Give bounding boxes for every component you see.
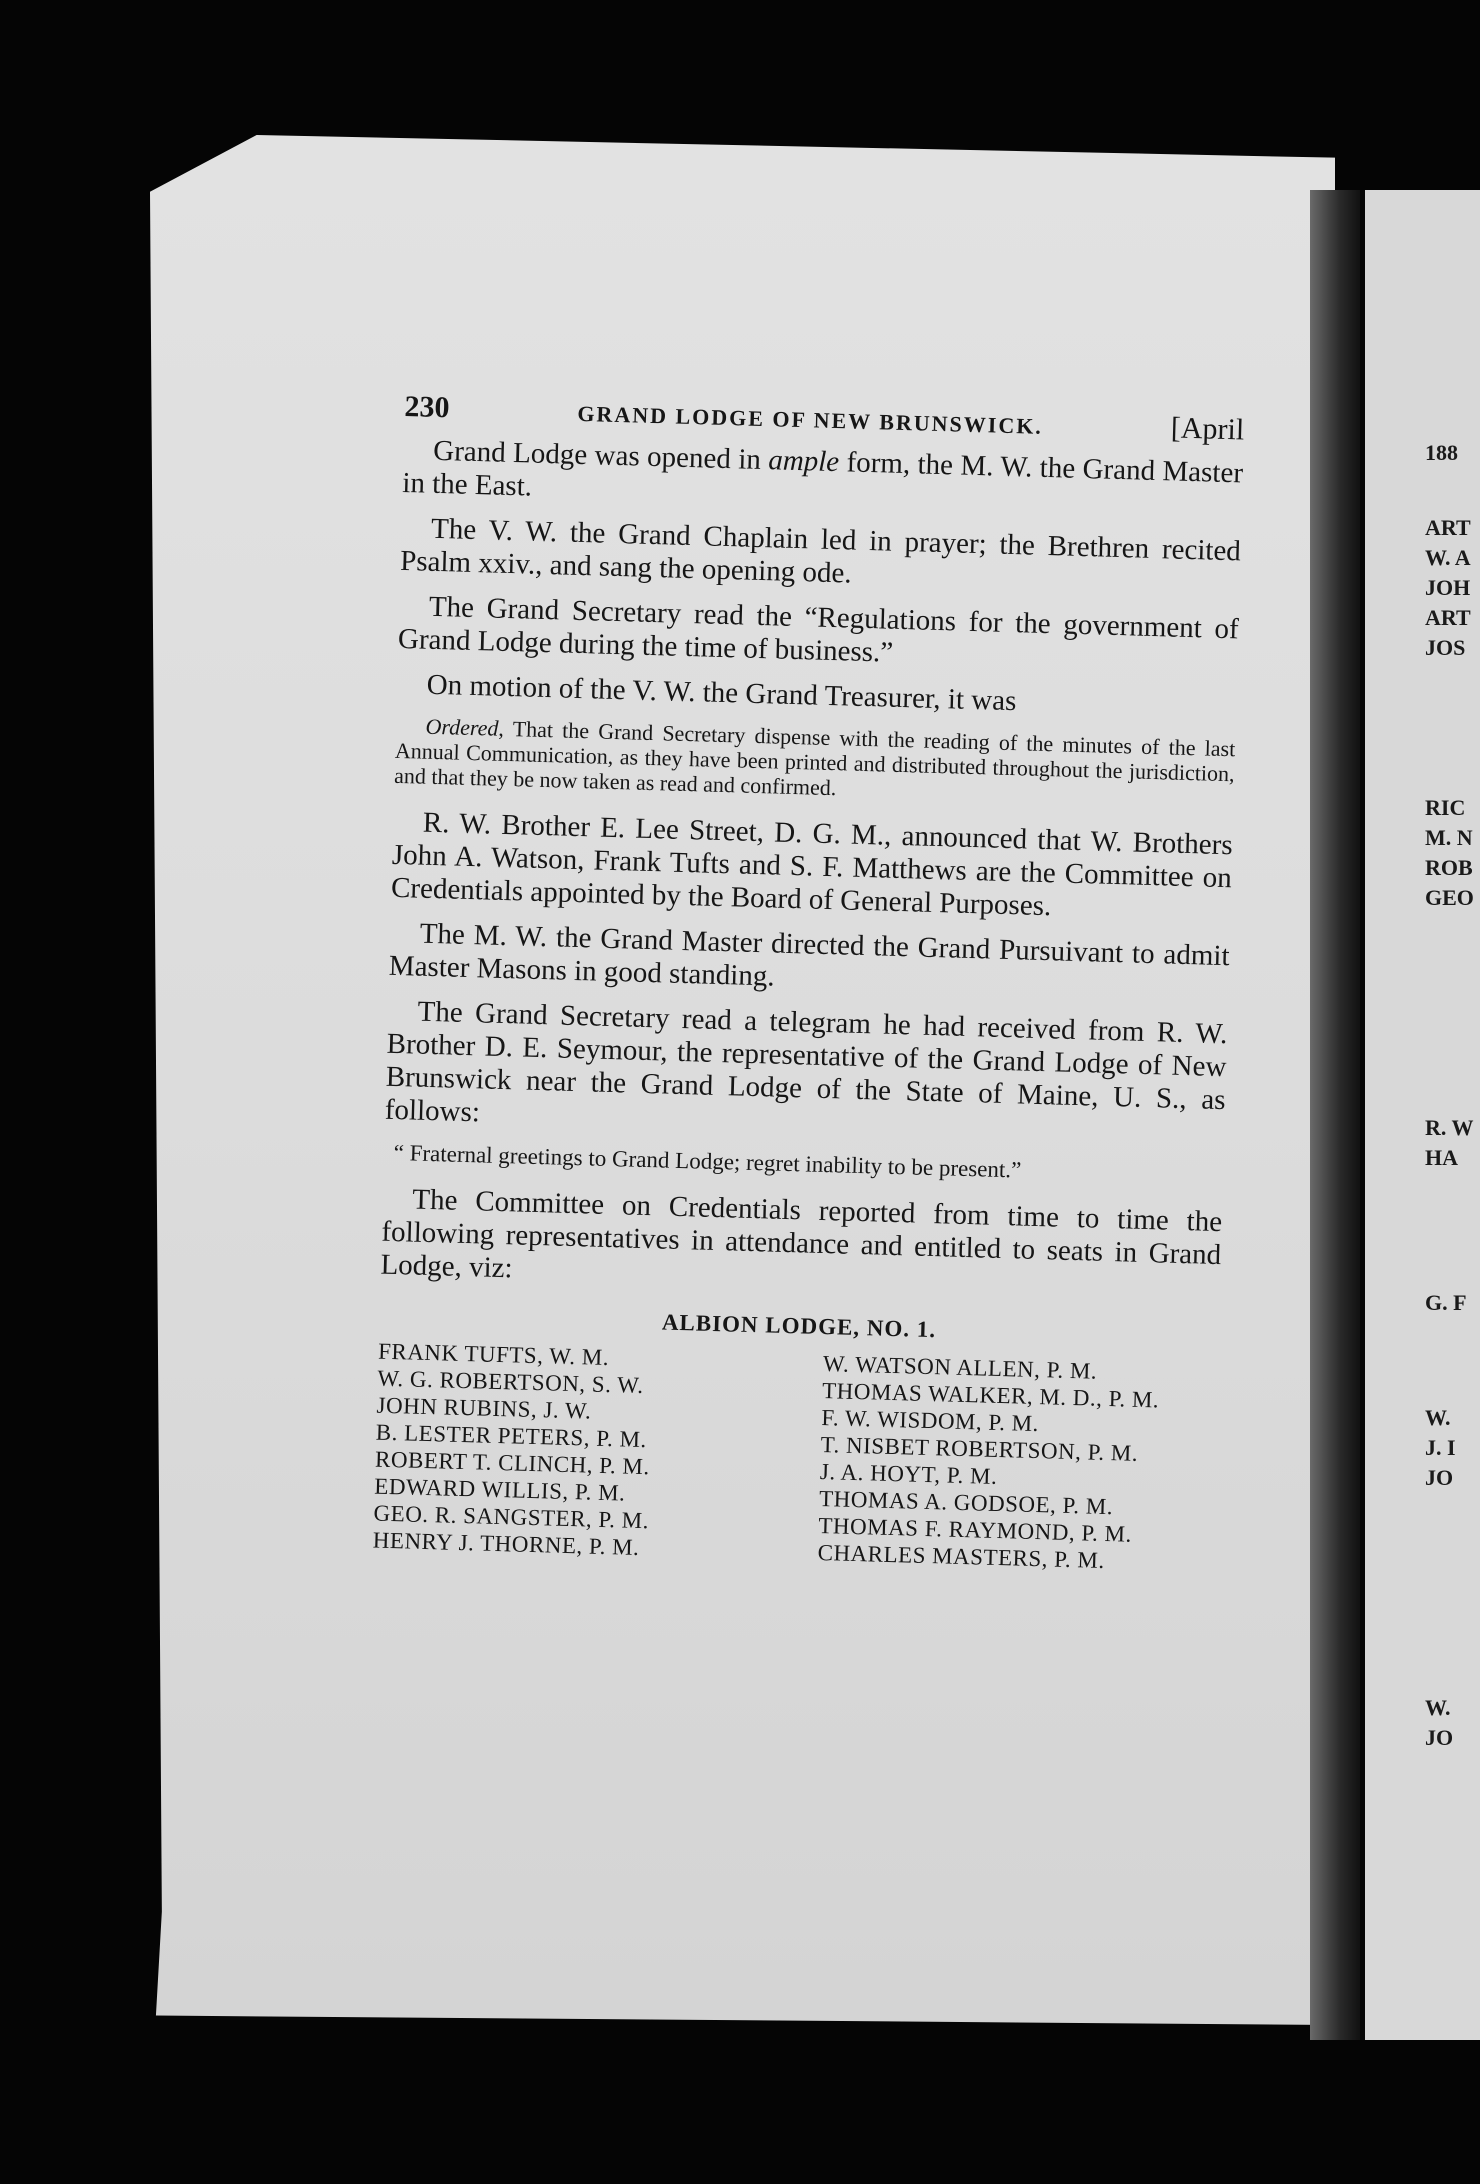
paragraph-committee: R. W. Brother E. Lee Street, D. G. M., announced that W. Brothers John A. Watson, Frank Tufts and S. F. Matthews are the Committee on Credentials appointed by the Board of General Purposes. xyxy=(390,806,1234,923)
running-title: GRAND LODGE OF NEW BRUNSWICK. xyxy=(577,400,1044,439)
fragment-text: J. I xyxy=(1425,1435,1456,1460)
fragment-text: ART xyxy=(1425,515,1471,540)
roster-entry: J. A. HOYT, P. M. xyxy=(819,1459,998,1489)
roster-entry: W. G. ROBERTSON, S. W. xyxy=(377,1365,644,1399)
fragment-text: 188 xyxy=(1425,440,1458,465)
paragraph-prayer: The V. W. the Grand Chaplain led in prayer; the Brethren recited Psalm xxiv., and sang the opening ode. xyxy=(399,512,1242,590)
fragment-text: W. xyxy=(1425,1405,1451,1430)
italic-word: Ordered xyxy=(425,713,499,741)
lodge-roster xyxy=(372,1338,1218,1577)
paragraph-opening xyxy=(402,434,1244,523)
roster-entry: THOMAS A. GODSOE, P. M. xyxy=(818,1486,1114,1520)
running-date: [April xyxy=(1170,411,1245,447)
roster-entry: HENRY J. THORNE, P. M. xyxy=(372,1527,640,1560)
paragraph-pursuivant: The M. W. the Grand Master directed the Grand Pursuivant to admit Master Masons in good standing. xyxy=(388,917,1230,993)
fragment-text: JO xyxy=(1425,1725,1454,1750)
paragraph-motion: On motion of the V. W. the Grand Treasurer, it was xyxy=(426,668,1017,718)
paragraph-ordered xyxy=(394,713,1236,811)
roster-column-left xyxy=(372,1338,773,1565)
fragment-text: M. N xyxy=(1425,825,1473,850)
fragment-text: JOH xyxy=(1425,575,1471,600)
paragraph-telegram: The Grand Secretary read a telegram he had received from R. W. Brother D. E. Seymour, the representative of the Grand Lodge of New Brunswick near the Grand Lodge of the State of Maine, U. S., as follows: xyxy=(384,995,1228,1129)
page-gutter-shadow xyxy=(1310,190,1360,2040)
roster-entry: T. NISBET ROBERTSON, P. M. xyxy=(820,1432,1139,1466)
roster-entry: FRANK TUFTS, W. M. xyxy=(377,1338,610,1371)
page-content xyxy=(372,390,1244,1577)
fragment-text: W. A xyxy=(1425,545,1471,570)
lodge-heading: ALBION LODGE, NO. 1. xyxy=(661,1309,937,1343)
text-run: , That the Grand Secretary dispense with the reading of the minutes of the last Annual Communication, as they have been printed and distributed throughout the jurisdiction, and that they be now taken as read and confirmed. xyxy=(393,715,1236,801)
fragment-text: HA xyxy=(1425,1145,1458,1170)
roster-entry: CHARLES MASTERS, P. M. xyxy=(817,1539,1106,1573)
fragment-text: RIC xyxy=(1425,795,1466,820)
roster-entry: F. W. WISDOM, P. M. xyxy=(821,1405,1040,1437)
text-run: form, the M. W. the Grand Master in the East. xyxy=(401,446,1244,503)
roster-entry: GEO. R. SANGSTER, P. M. xyxy=(373,1500,650,1534)
fragment-text: R. W xyxy=(1425,1115,1474,1140)
roster-entry: ROBERT T. CLINCH, P. M. xyxy=(374,1446,651,1480)
text-run: Grand Lodge was opened in xyxy=(432,434,769,477)
fragment-text: G. F xyxy=(1425,1290,1467,1315)
roster-column-right xyxy=(807,1350,1218,1577)
italic-word: ample xyxy=(767,444,840,479)
fragment-text: W. xyxy=(1425,1695,1451,1720)
page-number: 230 xyxy=(404,390,450,425)
telegram-quote: “ Fraternal greetings to Grand Lodge; regret inability to be present.” xyxy=(393,1139,1022,1183)
fragment-text: JOS xyxy=(1425,635,1466,660)
paragraph-regulations: The Grand Secretary read the “Regulations for the government of Grand Lodge during the time of business.” xyxy=(397,590,1240,669)
roster-entry: W. WATSON ALLEN, P. M. xyxy=(822,1351,1098,1384)
roster-entry: B. LESTER PETERS, P. M. xyxy=(375,1419,648,1453)
roster-entry: THOMAS F. RAYMOND, P. M. xyxy=(818,1512,1133,1547)
fragment-text: JO xyxy=(1425,1465,1454,1490)
roster-entry: THOMAS WALKER, M. D., P. M. xyxy=(821,1378,1160,1413)
paragraph-credentials: The Committee on Credentials reported from time to time the following representatives in attendance and entitled to seats in Grand Lodge, viz: xyxy=(380,1183,1223,1285)
roster-entry: EDWARD WILLIS, P. M. xyxy=(374,1473,626,1506)
fragment-text: ROB xyxy=(1425,855,1473,880)
roster-entry: JOHN RUBINS, J. W. xyxy=(376,1392,592,1424)
fragment-text: GEO xyxy=(1425,885,1474,910)
adjacent-page-fragment xyxy=(1365,190,1480,2040)
fragment-text: ART xyxy=(1425,605,1471,630)
